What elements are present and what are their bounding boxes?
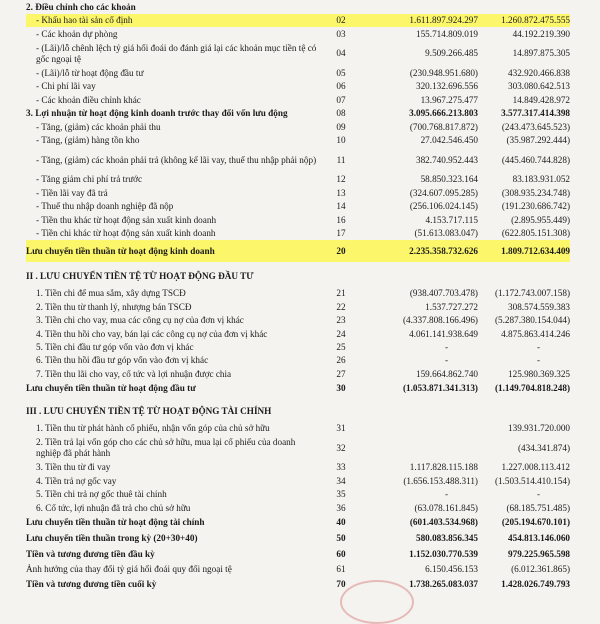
row-code: 60 (336, 549, 346, 560)
row-label: 3. Lợi nhuận từ hoạt động kinh doanh trước thay đổi vốn lưu động (26, 108, 288, 119)
row-code: 16 (336, 214, 346, 225)
row-value-prior: 14.849.428.972 (512, 94, 571, 105)
table-row (26, 173, 570, 186)
row-value-prior: 1.809.712.634.409 (478, 240, 570, 262)
table-row-total-investing (26, 381, 570, 397)
table-row (26, 67, 570, 80)
row-label: Tiền và tương đương tiền đầu kỳ (26, 549, 155, 560)
row-value-prior: (35.987.292.444) (506, 135, 571, 145)
row-label: - Các khoản điều chỉnh khác (36, 94, 141, 105)
row-label: Tiền và tương đương tiền cuối kỳ (26, 578, 157, 589)
row-label: - (Lãi)/lỗ từ hoạt động đầu tư (36, 68, 144, 79)
row-code: 30 (336, 383, 346, 394)
row-code: 31 (336, 423, 346, 434)
row-value-prior: (205.194.670.101) (501, 517, 571, 528)
row-value-current: 320.132.696.556 (415, 81, 478, 92)
row-code: 22 (336, 301, 346, 312)
table-row (26, 287, 570, 300)
row-value-prior: 1.260.872.475.555 (478, 14, 570, 27)
table-row-fx-effect (26, 563, 570, 576)
row-code: 14 (336, 201, 346, 212)
row-value-prior: (1.149.704.818.248) (494, 383, 571, 394)
section-heading-adjustments: 2. Điều chỉnh cho các khoản (26, 1, 136, 12)
row-label: - Tiền lãi vay đã trả (36, 187, 108, 198)
table-row-net-cash-flow (26, 531, 570, 547)
row-code: 04 (336, 48, 346, 59)
row-label: Lưu chuyển tiền thuần trong kỳ (20+30+40) (26, 533, 198, 544)
row-value-current (360, 422, 478, 435)
row-value-prior: 308.574.559.383 (508, 301, 571, 312)
row-value-current: 27.042.546.450 (420, 135, 478, 145)
row-label: - Khấu hao tài sản cố định (26, 14, 322, 27)
row-value-current: 1.117.828.115.188 (409, 462, 478, 473)
table-row-subtotal (26, 107, 570, 120)
row-value-prior: 139.931.720.000 (508, 423, 571, 434)
table-row (26, 134, 570, 147)
row-value-current (360, 435, 478, 461)
table-row (26, 314, 570, 327)
table-row-total-operating (26, 240, 570, 262)
row-value-prior: 1.428.026.749.793 (501, 578, 571, 589)
row-label: 2. Tiền thu từ thanh lý, nhượng bán TSCĐ (36, 301, 192, 312)
row-label: 7. Tiền thu lãi cho vay, cổ tức và lợi nhuận được chia (36, 368, 232, 379)
row-value-prior: 303.080.642.513 (508, 81, 571, 92)
row-label: - Tăng giảm chi phí trả trước (36, 174, 143, 185)
table-row (26, 227, 570, 240)
row-code: 06 (336, 81, 346, 92)
row-value-current: (51.613.083.047) (414, 227, 478, 238)
row-code: 02 (322, 14, 360, 27)
row-code: 07 (336, 94, 346, 105)
row-code: 20 (322, 240, 360, 262)
row-code: 32 (336, 442, 346, 453)
row-label: - Chi phí lãi vay (36, 81, 96, 92)
table-row (26, 354, 570, 367)
row-code: 33 (336, 462, 346, 473)
row-value-prior: 432.920.466.838 (508, 68, 571, 79)
row-value-prior: 83.183.931.052 (512, 174, 571, 185)
row-label: Lưu chuyển tiền thuần từ hoạt động kinh doanh (26, 240, 322, 262)
row-label: 3. Tiền thu từ đi vay (36, 462, 111, 473)
row-value-current: (324.607.095.285) (409, 187, 478, 198)
row-value-prior: (191.230.686.742) (501, 201, 571, 212)
row-label: - Các khoản dự phòng (36, 28, 118, 39)
row-label: - Tăng, (giảm) các khoản phải trả (không kể lãi vay, thuế thu nhập phải nộp) (36, 154, 317, 165)
row-code: 50 (336, 533, 346, 544)
table-row (26, 501, 570, 514)
row-value-current: 382.740.952.443 (415, 154, 478, 165)
row-value-prior: 3.577.317.414.398 (501, 108, 571, 119)
row-code: 26 (336, 355, 346, 366)
row-value-prior: (68.185.751.485) (506, 502, 571, 513)
table-row (26, 435, 570, 461)
row-label: 5. Tiền chi trả nợ gốc thuê tài chính (36, 489, 167, 500)
row-value-current: 2.235.358.732.626 (360, 240, 478, 262)
table-row (26, 80, 570, 93)
row-value-current: 155.714.809.019 (415, 28, 478, 39)
row-value-current: 3.095.666.213.803 (409, 108, 478, 119)
table-row (26, 327, 570, 340)
row-code: 27 (336, 368, 346, 379)
row-value-prior: (1.503.514.410.154) (494, 475, 571, 486)
row-code: 03 (336, 28, 346, 39)
row-value-current: 1.537.727.272 (425, 301, 478, 312)
row-value-current: (938.407.703.478) (409, 288, 478, 299)
row-value-current: - (444, 341, 448, 352)
row-value-prior: 125.980.369.325 (508, 368, 571, 379)
row-code: 13 (336, 187, 346, 198)
table-row-opening-cash (26, 547, 570, 563)
row-value-prior: (2.895.955.449) (511, 214, 571, 225)
row-label: - Tăng, (giảm) hàng tồn kho (36, 135, 140, 145)
row-value-prior: (445.460.744.828) (501, 154, 571, 165)
row-code: 08 (336, 108, 346, 119)
row-value-current: 13.967.275.477 (420, 94, 478, 105)
row-label: - Tiền thu khác từ hoạt động sản xuất kinh doanh (36, 214, 217, 225)
row-value-prior: (434.341.874) (517, 442, 571, 453)
row-code: 23 (336, 315, 346, 326)
row-value-current: (601.403.534.968) (409, 517, 478, 528)
table-row (26, 488, 570, 501)
row-label: 2. Tiền trả lại vốn góp cho các chủ sở hữu, mua lại cổ phiếu của doanh nghiệp đã phát hành (36, 437, 296, 459)
table-row (26, 213, 570, 226)
row-label: 1. Tiền thu từ phát hành cổ phiếu, nhận vốn góp của chủ sở hữu (36, 423, 270, 434)
table-row (26, 300, 570, 313)
row-label: Ảnh hưởng của thay đổi tỷ giá hối đoái quy đổi ngoại tệ (26, 564, 232, 575)
row-value-current: 4.153.717.115 (425, 214, 478, 225)
row-value-prior: (5.287.380.154.044) (494, 315, 571, 326)
row-code: 11 (336, 154, 346, 165)
row-code: 35 (336, 489, 346, 500)
row-label: Lưu chuyển tiền thuần từ hoạt động đầu tư (26, 383, 196, 394)
table-row (26, 341, 570, 354)
row-code: 25 (336, 341, 346, 352)
table-row (26, 475, 570, 488)
row-code: 21 (336, 288, 346, 299)
row-value-current: - (444, 489, 448, 500)
row-label: - Tiền chi khác từ hoạt động sản xuất kinh doanh (36, 227, 216, 238)
row-value-prior: 4.875.863.414.246 (501, 328, 571, 339)
table-row (26, 187, 570, 200)
row-value-current: (230.948.951.680) (409, 68, 478, 79)
row-value-current: (1.053.871.341.313) (402, 383, 478, 394)
row-label: 6. Cổ tức, lợi nhuận đã trả cho chủ sở hữu (36, 502, 191, 513)
row-label: Lưu chuyển tiền thuần từ hoạt động tài chính (26, 517, 205, 528)
row-value-current: 4.061.141.938.649 (409, 328, 478, 339)
table-row (26, 94, 570, 107)
row-value-current: 9.509.266.485 (425, 48, 478, 59)
table-row (26, 14, 570, 27)
row-value-prior: - (536, 355, 541, 366)
row-value-prior: 44.192.219.390 (512, 28, 571, 39)
table-row (26, 367, 570, 380)
table-row (26, 27, 570, 40)
row-code: 09 (336, 121, 346, 132)
row-code: 40 (336, 517, 346, 528)
row-value-current: 1.152.030.770.539 (409, 549, 478, 560)
row-code: 10 (336, 135, 346, 145)
red-seal-stamp (340, 580, 414, 624)
row-label: - Tăng, (giảm) các khoản phải thu (36, 121, 161, 132)
row-code: 05 (336, 68, 346, 79)
row-value-current: 58.850.323.164 (420, 174, 478, 185)
row-value-prior: 979.225.965.598 (508, 549, 571, 560)
row-label: - Thuế thu nhập doanh nghiệp đã nộp (36, 201, 174, 212)
row-label: 4. Tiền trả nợ gốc vay (36, 475, 117, 486)
row-value-current: (1.656.153.488.311) (403, 475, 478, 486)
row-code: 17 (336, 227, 346, 238)
section-heading-financing: III . LƯU CHUYỂN TIỀN TỆ TỪ HOẠT ĐỘNG TÀI CHÍNH (26, 405, 272, 416)
row-label: 1. Tiền chi để mua sắm, xây dựng TSCĐ (36, 288, 186, 299)
row-code: 61 (336, 564, 346, 575)
row-code: 34 (336, 475, 346, 486)
table-row (26, 120, 570, 133)
row-value-prior: - (536, 489, 541, 500)
table-row (26, 422, 570, 435)
cash-flow-table (26, 0, 570, 592)
row-code: 24 (336, 328, 346, 339)
table-row (26, 461, 570, 474)
row-value-prior: - (536, 341, 541, 352)
row-value-prior: (622.805.151.308) (501, 227, 571, 238)
row-value-current: (63.078.161.845) (414, 502, 478, 513)
row-code: 70 (336, 578, 346, 589)
row-code: 12 (336, 174, 346, 185)
row-value-prior: 454.813.146.060 (508, 533, 571, 544)
row-label: 6. Tiền thu hồi đầu tư góp vốn vào đơn vị khác (36, 355, 209, 366)
row-value-current: (4.337.808.166.496) (402, 315, 478, 326)
row-label: 5. Tiền chi đầu tư góp vốn vào đơn vị khác (36, 341, 194, 352)
row-value-current: 1.611.897.924.297 (360, 14, 478, 27)
row-value-current: 159.664.862.740 (415, 368, 478, 379)
row-value-current: 580.083.856.345 (415, 533, 478, 544)
row-value-prior: 1.227.008.113.412 (501, 462, 571, 473)
row-value-current: (256.106.024.145) (409, 201, 478, 212)
row-value-prior: (308.935.234.748) (501, 187, 571, 198)
row-value-prior: 14.897.875.305 (512, 48, 571, 59)
row-code: 36 (336, 502, 346, 513)
table-row (26, 147, 570, 173)
row-value-prior: (1.172.743.007.158) (494, 288, 571, 299)
row-label: - (Lãi)/lỗ chênh lệch tỷ giá hối đoái do đánh giá lại các khoản mục tiền tệ có gốc ngoại tệ (36, 42, 317, 64)
row-value-current: 1.738.265.083.037 (409, 578, 478, 589)
table-row (26, 200, 570, 213)
row-label: 3. Tiền chi cho vay, mua các công cụ nợ của đơn vị khác (36, 315, 244, 326)
section-heading-investing: II . LƯU CHUYỂN TIỀN TỆ TỪ HOẠT ĐỘNG ĐẦU TƯ (26, 271, 254, 282)
row-value-current: (700.768.817.872) (409, 121, 478, 132)
row-value-prior: (243.473.645.523) (501, 121, 571, 132)
row-value-current: - (444, 355, 448, 366)
row-value-prior: (6.012.361.865) (511, 564, 571, 575)
row-label: 4. Tiền thu hồi cho vay, bán lại các công cụ nợ của đơn vị khác (36, 328, 268, 339)
table-row-closing-cash (26, 576, 570, 592)
table-row (26, 41, 570, 67)
row-value-current: 6.150.456.153 (425, 564, 478, 575)
table-row-total-financing (26, 515, 570, 531)
